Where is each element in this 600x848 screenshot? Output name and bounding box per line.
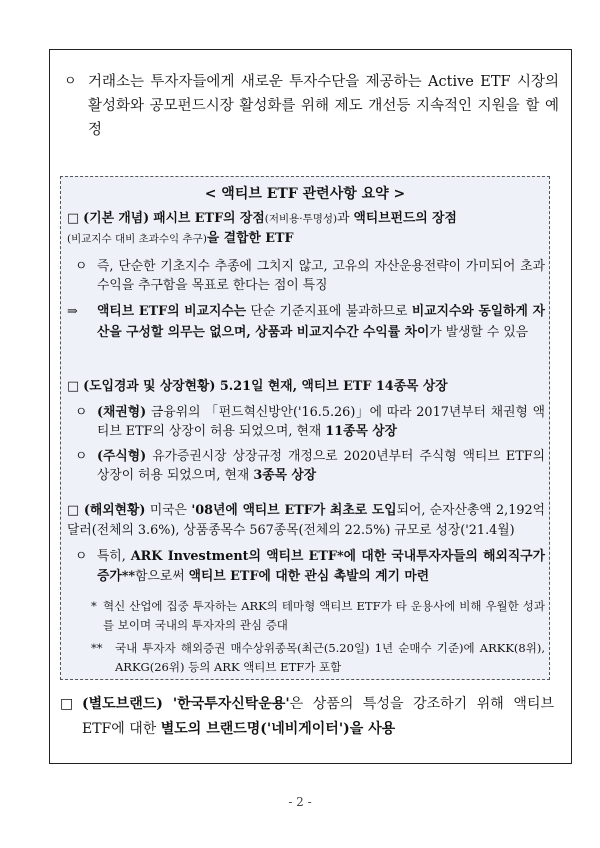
basic-sub-item — [75, 257, 545, 295]
footnote-marker: ** — [91, 641, 103, 655]
ark-text-2: ARK Investment의 액티브 ETF*에 대한 국내투자자들의 해외직구가 증가** — [97, 549, 545, 584]
bullet-marker: ㅇ — [64, 74, 77, 89]
intro-status-heading: 5.21일 현재, 액티브 ETF 14종목 상장 — [215, 379, 448, 394]
overseas-text-2: '08년에 액티브 ETF가 최초로 도입 — [191, 503, 397, 518]
basic-label: (기본 개념) — [83, 211, 150, 226]
page-number: - 2 - — [288, 795, 312, 809]
square-marker: □ — [67, 503, 80, 518]
bond-count: 11종목 상장 — [325, 424, 398, 439]
arrow-text-3: 비교지수와 동일하게 자산을 구성할 의무는 없으며, 상품과 비교지수간 수익률 차이 — [97, 304, 545, 340]
ark-text-3: 함으로써 — [135, 569, 189, 584]
bond-label: (채권형) — [97, 405, 147, 420]
basic-note-1: (저비용·투명성) — [264, 213, 338, 225]
basic-sub-text: 즉, 단순한 기초지수 추종에 그치지 않고, 고유의 자산운용전략이 가미되어 초과수익을 추구함을 목표로 한다는 점이 특징 — [97, 259, 545, 293]
footnote-1 — [91, 597, 545, 635]
summary-box — [60, 176, 550, 680]
brand-paragraph — [60, 692, 554, 742]
basic-text-3: 액티브펀드의 장점 — [353, 211, 457, 226]
overseas-text-3: 되어, 순자산총액 2,192억달러(전체의 3.6%), 상품종목수 567종목(전체의 22.5%) 규모로 성장('21.4월) — [67, 503, 546, 538]
ark-item — [75, 547, 545, 587]
bullet-marker: ㅇ — [75, 549, 88, 564]
square-marker: □ — [60, 696, 74, 712]
bullet-marker: ㅇ — [75, 259, 88, 274]
brand-text: 은 상품의 특성을 강조하기 위해 액티브 ETF에 대한 — [82, 696, 554, 737]
bond-item — [75, 403, 545, 441]
footnote-1-text: 혁신 산업에 집중 투자하는 ARK의 테마형 액티브 ETF가 타 운용사에 비해 우월한 성과를 보이며 국내의 투자자의 관심 증대 — [103, 599, 545, 632]
basic-text-1: 패시브 ETF의 장점 — [153, 211, 265, 226]
intro-status-label: (도입경과 및 상장현황) — [83, 379, 216, 394]
footnote-2-text: 국내 투자자 해외증권 매수상위종목(최근(5.20일) 1년 순매수 기준)에 ARKK(8위), ARKG(26위) 등의 ARK 액티브 ETF가 포함 — [115, 641, 545, 674]
intro-paragraph — [64, 70, 559, 142]
arrow-text-2: 단순 기준지표에 불과하므로 — [246, 304, 412, 319]
arrow-text-1: 액티브 ETF의 비교지수는 — [97, 304, 247, 319]
bond-text: 금융위의 「펀드혁신방안('16.5.26)」에 따라 2017년부터 채권형 액티브 ETF의 상장이 허용 되었으며, 현재 — [97, 405, 545, 439]
basic-note-2: (비교지수 대비 초과수익 추구) — [67, 233, 207, 245]
overseas-text-1: 미국은 — [145, 503, 192, 518]
brand-name: 별도의 브랜드명('네비게이터')을 사용 — [160, 721, 396, 737]
brand-label: (별도브랜드) — [82, 696, 163, 712]
ark-text-1: 특히, — [97, 549, 131, 564]
bullet-marker: ㅇ — [75, 405, 88, 420]
footnote-2 — [91, 639, 545, 677]
stock-label: (주식형) — [97, 449, 147, 464]
basic-arrow-item — [67, 301, 545, 343]
stock-item — [75, 447, 545, 485]
brand-company: '한국투자신탁운용' — [162, 696, 290, 712]
square-marker: □ — [67, 211, 80, 226]
stock-count: 3종목 상장 — [253, 468, 317, 483]
intro-status — [67, 377, 545, 396]
square-marker: □ — [67, 379, 80, 394]
intro-text: 거래소는 투자자들에게 새로운 투자수단을 제공하는 Active ETF 시장의 활성화와 공모펀드시장 활성화를 위해 제도 개선등 지속적인 지원을 할 예정 — [88, 74, 559, 138]
overseas-label: (해외현황) — [83, 503, 146, 518]
arrow-marker: ⇒ — [67, 304, 78, 319]
arrow-text-4: 가 발생할 수 있음 — [429, 325, 529, 340]
ark-text-4: 액티브 ETF에 대한 관심 촉발의 계기 마련 — [188, 569, 430, 584]
basic-text-2: 과 — [337, 211, 354, 226]
summary-title: < 액티브 ETF 관련사항 요약 > — [204, 186, 406, 202]
stock-text: 유가증권시장 상장규정 개정으로 2020년부터 주식형 액티브 ETF의 상장이 허용 되었으며, 현재 — [97, 449, 545, 483]
basic-concept — [67, 209, 545, 249]
bullet-marker: ㅇ — [75, 449, 88, 464]
basic-text-4: 을 결합한 ETF — [206, 231, 294, 246]
overseas-status — [67, 501, 545, 541]
footnote-marker: * — [91, 599, 97, 613]
